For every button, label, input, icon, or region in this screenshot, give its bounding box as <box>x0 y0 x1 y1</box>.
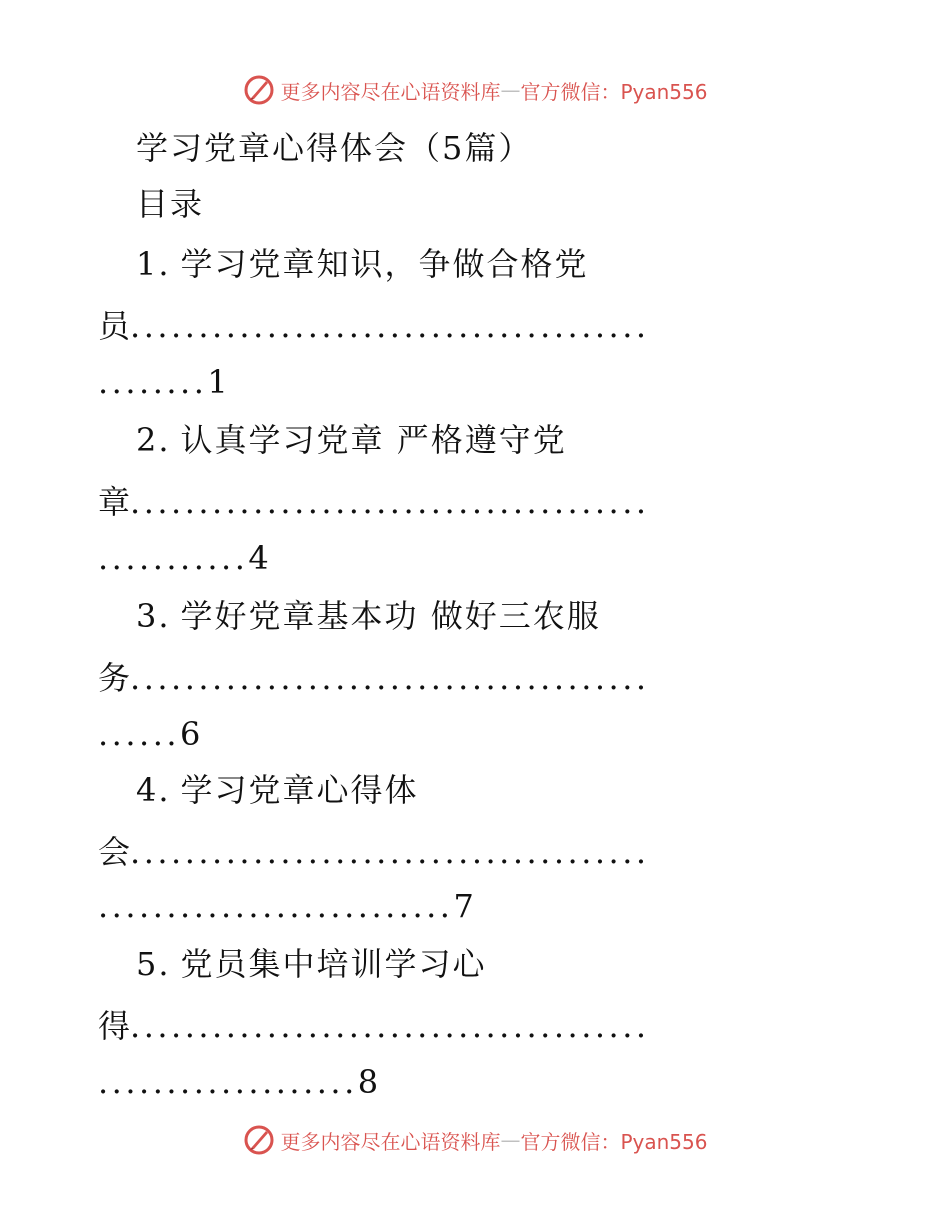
toc-entry-dots: ...................................... <box>130 483 650 521</box>
toc-entry-5-title <box>136 944 487 984</box>
toc-entry-dots: ...................................... <box>130 307 650 345</box>
banner-contact-text: 官方微信：Pyan556 <box>520 79 708 104</box>
toc-entry-number: 2. <box>136 421 171 459</box>
toc-entry-4-title <box>136 770 419 810</box>
toc-entry-4-page-line <box>98 886 477 926</box>
toc-entry-dots: .......................... <box>98 887 454 925</box>
toc-entry-title: 学好党章基本功 做好三农服 <box>180 597 601 635</box>
toc-entry-title: 党员集中培训学习心 <box>180 945 487 983</box>
toc-entry-dots: ........ <box>98 363 208 401</box>
quill-pen-seal-icon <box>242 73 276 107</box>
toc-entry-4-leader <box>98 832 843 872</box>
document-title: 学习党章心得体会（5篇） <box>136 129 533 167</box>
toc-entry-5-page-line <box>98 1062 382 1102</box>
banner-site-text: 更多内容尽在心语资料库 <box>280 79 501 104</box>
toc-entry-wrap-char: 得 <box>98 1007 131 1045</box>
toc-entry-2-title <box>136 420 567 460</box>
toc-entry-dots: ...................................... <box>130 1007 650 1045</box>
toc-entry-wrap-char: 员 <box>98 307 131 345</box>
toc-entry-dots: ...... <box>98 715 181 753</box>
footer-banner <box>0 1120 950 1160</box>
toc-entry-page-number: 6 <box>180 715 204 753</box>
toc-entry-dots: ........... <box>98 539 249 577</box>
toc-entry-1-page-line <box>98 362 231 402</box>
toc-entry-1-leader <box>98 306 843 346</box>
toc-entry-wrap-char: 章 <box>98 483 131 521</box>
toc-entry-page-number: 8 <box>357 1063 382 1101</box>
banner-site-text: 更多内容尽在心语资料库 <box>280 1129 501 1154</box>
toc-entry-number: 1. <box>136 245 171 283</box>
quill-pen-seal-icon <box>242 1123 276 1157</box>
toc-entry-3-page-line <box>98 714 204 754</box>
toc-entry-1-title <box>136 244 589 284</box>
banner-contact-text: 官方微信：Pyan556 <box>520 1129 708 1154</box>
toc-entry-5-leader <box>98 1006 843 1046</box>
toc-entry-dots: ...................................... <box>130 659 650 697</box>
toc-entry-2-page-line <box>98 538 272 578</box>
toc-entry-number: 4. <box>136 771 171 809</box>
toc-entry-3-leader <box>98 658 843 698</box>
toc-entry-page-number: 4 <box>248 539 273 577</box>
toc-heading: 目录 <box>136 185 205 223</box>
toc-entry-3-title <box>136 596 601 636</box>
toc-entry-page-number: 7 <box>453 887 478 925</box>
toc-entry-number: 3. <box>136 597 171 635</box>
toc-entry-wrap-char: 务 <box>98 659 131 697</box>
toc-entry-title: 认真学习党章 严格遵守党 <box>180 421 567 459</box>
header-banner <box>0 70 950 110</box>
toc-entry-dots: ...................................... <box>130 833 650 871</box>
banner-dash: — <box>500 1128 521 1152</box>
toc-entry-wrap-char: 会 <box>98 833 131 871</box>
toc-entry-title: 学习党章知识，争做合格党 <box>180 245 589 283</box>
toc-entry-number: 5. <box>136 945 171 983</box>
toc-entry-2-leader <box>98 482 843 522</box>
banner-dash: — <box>500 78 521 102</box>
toc-entry-dots: ................... <box>98 1063 358 1101</box>
toc-entry-title: 学习党章心得体 <box>180 771 419 809</box>
toc-entry-page-number: 1 <box>207 363 232 401</box>
